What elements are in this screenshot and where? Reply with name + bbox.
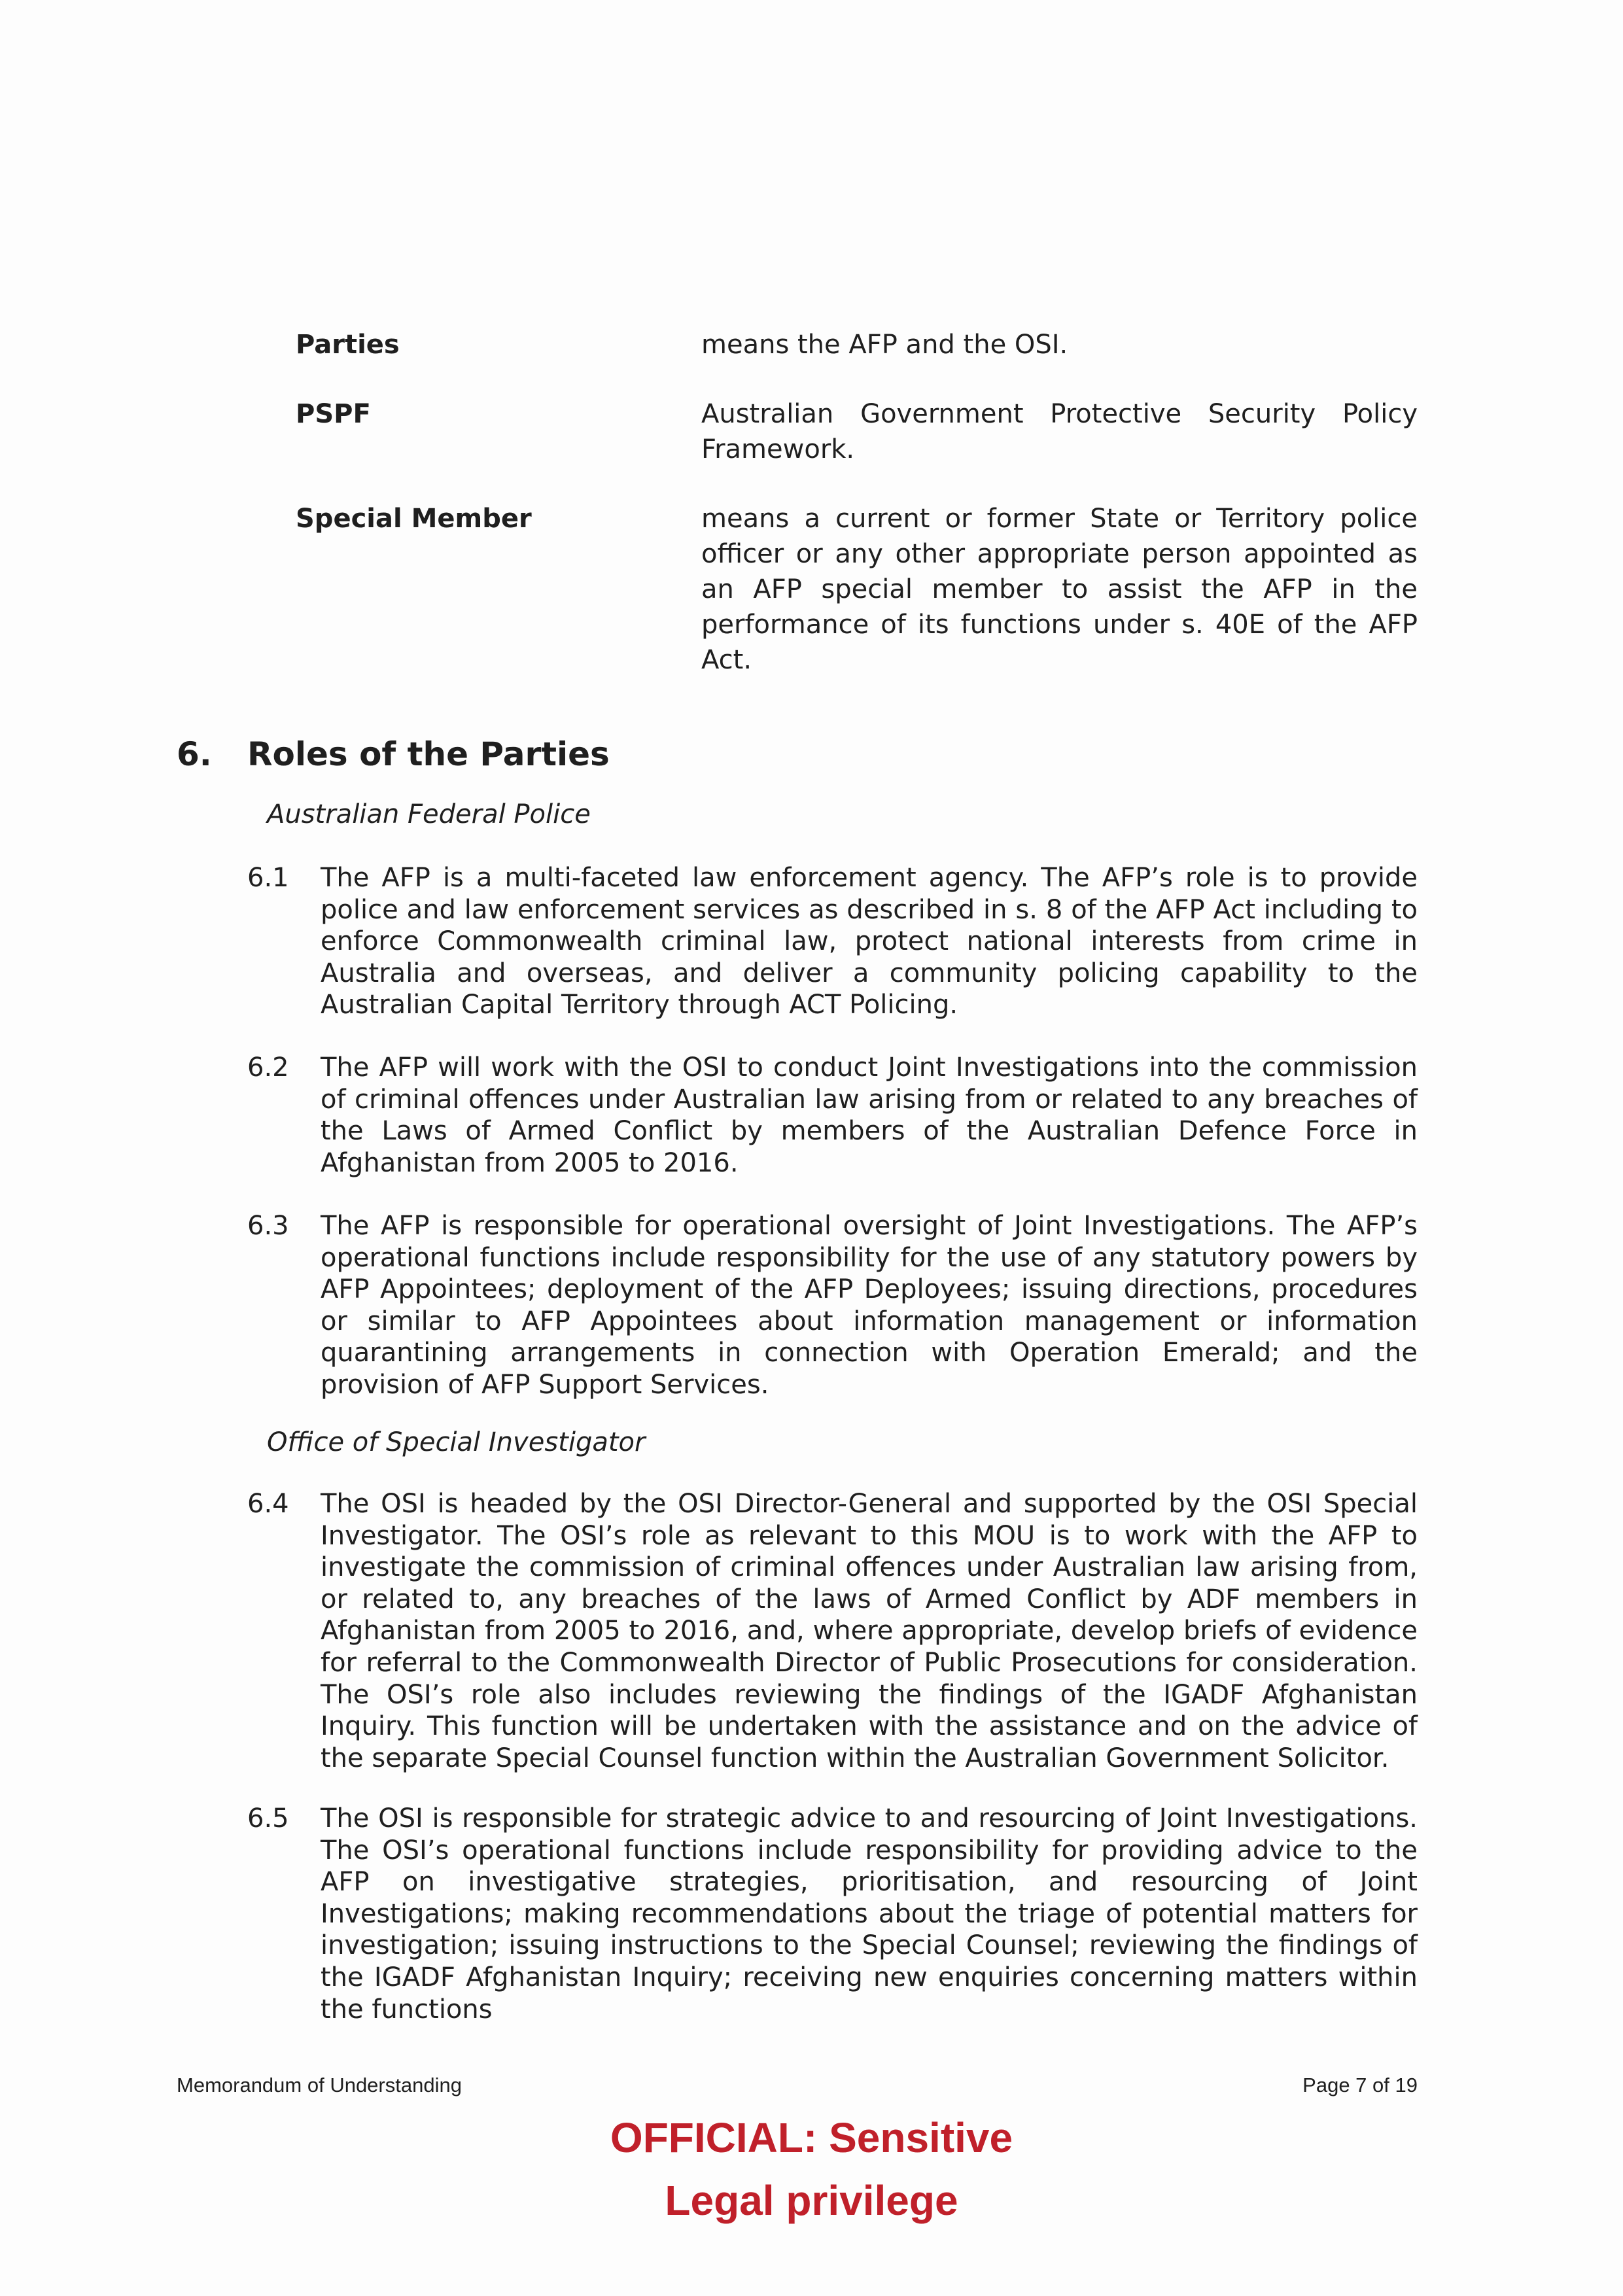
paragraph-6-4 [247, 1488, 1418, 1774]
paragraph-number: 6.3 [247, 1211, 289, 1241]
definition-row [296, 501, 1418, 678]
paragraph-6-5 [247, 1803, 1418, 2025]
footer-document-title: Memorandum of Understanding [177, 2074, 462, 2096]
definition-term: Special Member [296, 504, 532, 534]
paragraph-6-2 [247, 1052, 1418, 1179]
legal-privilege-marking: Legal privilege [665, 2177, 958, 2224]
definition-text: Australian Government Protective Security Policy Framework. [701, 399, 1418, 464]
subheading-afp: Australian Federal Police [267, 799, 591, 829]
paragraph-number: 6.1 [247, 863, 289, 893]
definition-text: means the AFP and the OSI. [701, 330, 1068, 360]
definition-row [296, 327, 1418, 362]
paragraph-number: 6.4 [247, 1489, 289, 1519]
definitions-list [296, 327, 1418, 712]
section-heading [177, 731, 610, 777]
paragraph-number: 6.2 [247, 1052, 289, 1083]
definition-term: PSPF [296, 399, 371, 429]
paragraph-text: The AFP is responsible for operational oversight of Joint Investigations. The AFP’s operational functions include responsibility for the use of any statutory powers by AFP Appointees; deployment of the AFP Deployees; issuing directions, procedures or similar to AFP Appointees about information management or information quarantining arrangements in connection with Operation Emerald; and the provision of AFP Support Services. [321, 1211, 1418, 1400]
paragraph-text: The AFP will work with the OSI to conduct Joint Investigations into the commission of criminal offences under Australian law arising from or related to any breaches of the Laws of Armed Conflict by members of the Australian Defence Force in Afghanistan from 2005 to 2016. [321, 1052, 1418, 1178]
section-number: 6. [177, 735, 212, 773]
paragraph-text: The AFP is a multi-faceted law enforcement agency. The AFP’s role is to provide police and law enforcement services as described in s. 8 of the AFP Act including to enforce Commonwealth criminal law, protect national interests from crime in Australia and overseas, and deliver a community policing capability to the Australian Capital Territory through ACT Policing. [321, 863, 1418, 1020]
paragraph-text: The OSI is responsible for strategic advice to and resourcing of Joint Investigations. The OSI’s operational functions include responsibility for providing advice to the AFP on investigative strategies, prioritisation, and resourcing of Joint Investigations; making recommendations about the triage of potential matters for investigation; issuing instructions to the Special Counsel; reviewing the findings of the IGADF Afghanistan Inquiry; receiving new enquiries concerning matters within the functions [321, 1803, 1418, 2025]
paragraph-6-3 [247, 1210, 1418, 1401]
paragraph-6-1 [247, 862, 1418, 1021]
footer-page-number: Page 7 of 19 [1302, 2074, 1418, 2096]
paragraph-number: 6.5 [247, 1803, 289, 1834]
definition-row [296, 396, 1418, 467]
definition-text: means a current or former State or Territory police officer or any other appropriate person appointed as an AFP special member to assist the AFP in the performance of its functions under s. 40E of the AFP Act. [701, 504, 1418, 675]
classification-marking: OFFICIAL: Sensitive [610, 2114, 1013, 2161]
definition-term: Parties [296, 330, 400, 360]
subheading-osi: Office of Special Investigator [267, 1427, 646, 1457]
paragraph-text: The OSI is headed by the OSI Director-General and supported by the OSI Special Investigator. The OSI’s role as relevant to this MOU is to work with the AFP to investigate the commission of criminal offences under Australian law arising from, or related to, any breaches of the laws of Armed Conflict by ADF members in Afghanistan from 2005 to 2016, and, where appropriate, develop briefs of evidence for referral to the Commonwealth Director of Public Prosecutions for consideration. The OSI’s role also includes reviewing the findings of the IGADF Afghanistan Inquiry. This function will be undertaken with the assistance and on the advice of the separate Special Counsel function within the Australian Government Solicitor. [321, 1489, 1418, 1773]
section-title: Roles of the Parties [247, 735, 610, 773]
